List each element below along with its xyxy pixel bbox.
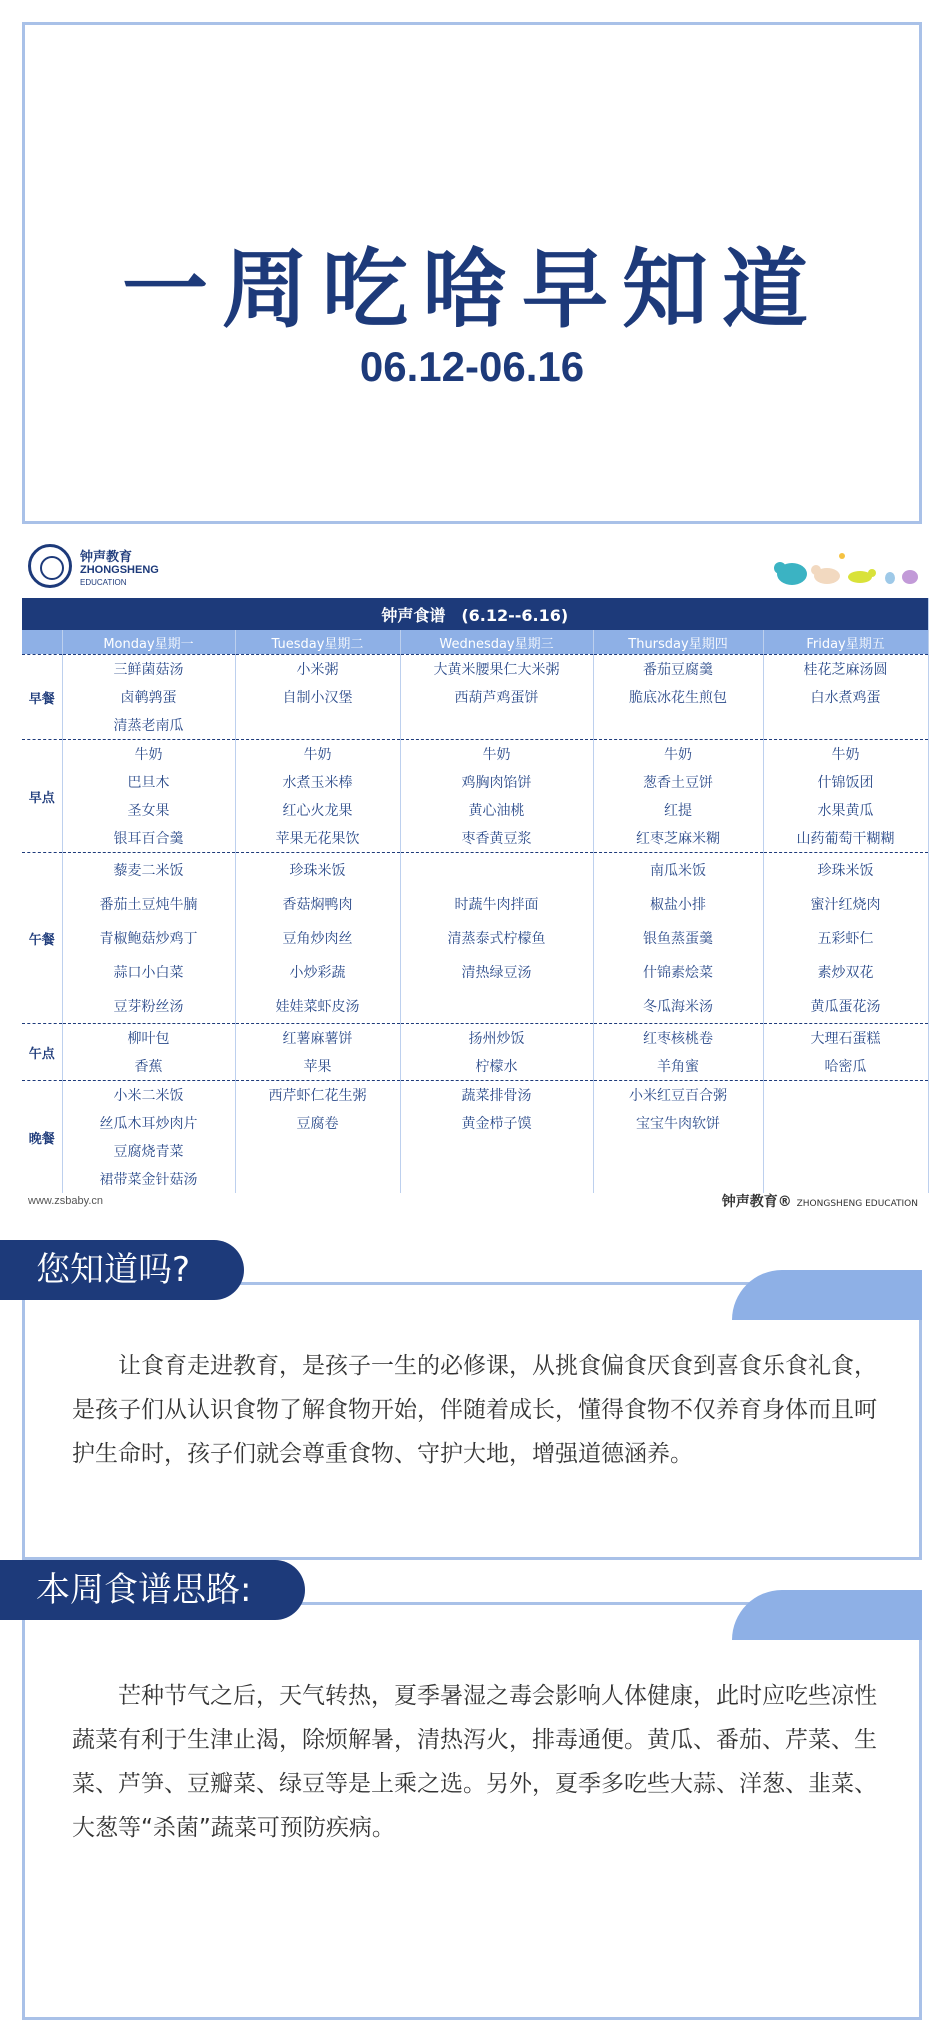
animal-decoration-icon	[772, 548, 922, 588]
menu-idea-heading: 本周食谱思路:	[0, 1560, 305, 1620]
menu-row	[22, 921, 928, 955]
footer-brand	[722, 1191, 918, 1211]
menu-cell: 白水煮鸡蛋	[763, 683, 928, 711]
menu-cell: 苹果无花果饮	[235, 824, 400, 853]
menu-cell: 豆腐烧青菜	[62, 1137, 235, 1165]
menu-cell: 娃娃菜虾皮汤	[235, 989, 400, 1024]
menu-cell: 黄金栉子馍	[400, 1109, 593, 1137]
menu-idea-text: 芒种节气之后，天气转热，夏季暑湿之毒会影响人体健康，此时应吃些凉性蔬菜有利于生津止渴，除烦解暑，清热泻火，排毒通便。黄瓜、番茄、芹菜、生菜、芦笋、豆瓣菜、绿豆等是上乘之选。另外，夏季多吃些大蒜、洋葱、韭菜、大葱等“杀菌”蔬菜可预防疾病。	[72, 1683, 877, 1841]
menu-row	[22, 1024, 928, 1053]
menu-cell: 银耳百合羹	[62, 824, 235, 853]
menu-row	[22, 740, 928, 769]
menu-cell	[763, 1137, 928, 1165]
menu-cell: 珍珠米饭	[235, 853, 400, 888]
menu-cell: 桂花芝麻汤圆	[763, 655, 928, 684]
menu-cell: 豆芽粉丝汤	[62, 989, 235, 1024]
menu-cell: 扬州炒饭	[400, 1024, 593, 1053]
footer-brand-en: ZHONGSHENG EDUCATION	[796, 1199, 918, 1209]
menu-cell: 清蒸泰式柠檬鱼	[400, 921, 593, 955]
menu-row	[22, 655, 928, 684]
menu-table-title: 钟声食谱 (6.12--6.16)	[22, 598, 928, 630]
menu-cell: 哈密瓜	[763, 1052, 928, 1081]
menu-row	[22, 796, 928, 824]
meal-label: 早餐	[22, 655, 62, 740]
menu-cell: 南瓜米饭	[593, 853, 763, 888]
menu-cell	[763, 1165, 928, 1193]
menu-cell: 清蒸老南瓜	[62, 711, 235, 740]
menu-cell	[400, 711, 593, 740]
menu-row	[22, 1081, 928, 1110]
menu-cell: 脆底冰花生煎包	[593, 683, 763, 711]
menu-cell: 珍珠米饭	[763, 853, 928, 888]
day-header-empty	[22, 630, 62, 655]
day-header: Wednesday星期三	[400, 630, 593, 655]
decorative-curve	[732, 1270, 922, 1320]
menu-cell: 蒜口小白菜	[62, 955, 235, 989]
menu-cell: 苹果	[235, 1052, 400, 1081]
menu-cell: 香菇焖鸭肉	[235, 887, 400, 921]
menu-row	[22, 1109, 928, 1137]
menu-cell	[400, 989, 593, 1024]
menu-cell: 红枣核桃卷	[593, 1024, 763, 1053]
menu-cell: 裙带菜金针菇汤	[62, 1165, 235, 1193]
brand-name-en: ZHONGSHENG	[80, 564, 159, 576]
menu-cell: 山药葡萄干糊糊	[763, 824, 928, 853]
menu-cell: 冬瓜海米汤	[593, 989, 763, 1024]
menu-cell: 什锦素烩菜	[593, 955, 763, 989]
menu-cell	[593, 711, 763, 740]
menu-table	[22, 598, 929, 1193]
menu-cell: 柳叶包	[62, 1024, 235, 1053]
menu-cell: 水果黄瓜	[763, 796, 928, 824]
menu-cell: 鸡胸肉馅饼	[400, 768, 593, 796]
menu-cell: 番茄土豆炖牛腩	[62, 887, 235, 921]
day-header: Tuesday星期二	[235, 630, 400, 655]
menu-cell: 西葫芦鸡蛋饼	[400, 683, 593, 711]
menu-cell: 椒盐小排	[593, 887, 763, 921]
did-you-know-heading: 您知道吗?	[0, 1240, 244, 1300]
menu-cell: 五彩虾仁	[763, 921, 928, 955]
menu-cell: 小米粥	[235, 655, 400, 684]
menu-row	[22, 683, 928, 711]
menu-row	[22, 989, 928, 1024]
menu-cell: 清热绿豆汤	[400, 955, 593, 989]
menu-cell: 葱香土豆饼	[593, 768, 763, 796]
meal-label: 午点	[22, 1024, 62, 1081]
brand-name-cn: 钟声教育	[80, 550, 133, 565]
menu-row	[22, 824, 928, 853]
did-you-know-text: 让食育走进教育，是孩子一生的必修课，从挑食偏食厌食到喜食乐食礼食，是孩子们从认识食物了解食物开始，伴随着成长，懂得食物不仅养育身体而且呵护生命时，孩子们就会尊重食物、守护大地，增强道德涵养。	[72, 1353, 877, 1467]
menu-cell: 卤鹌鹑蛋	[62, 683, 235, 711]
menu-cell: 香蕉	[62, 1052, 235, 1081]
menu-row	[22, 1137, 928, 1165]
menu-cell: 大黄米腰果仁大米粥	[400, 655, 593, 684]
menu-cell: 牛奶	[763, 740, 928, 769]
menu-cell: 时蔬牛肉拌面	[400, 887, 593, 921]
menu-cell	[400, 1137, 593, 1165]
menu-cell: 圣女果	[62, 796, 235, 824]
brand-name-en2: EDUCATION	[80, 578, 127, 587]
day-header-row	[22, 630, 928, 655]
menu-cell	[763, 1081, 928, 1110]
meal-label: 早点	[22, 740, 62, 853]
menu-section	[22, 536, 928, 1222]
menu-cell: 自制小汉堡	[235, 683, 400, 711]
menu-cell: 蜜汁红烧肉	[763, 887, 928, 921]
menu-cell: 丝瓜木耳炒肉片	[62, 1109, 235, 1137]
menu-cell: 藜麦二米饭	[62, 853, 235, 888]
menu-cell: 什锦饭团	[763, 768, 928, 796]
menu-cell: 青椒鲍菇炒鸡丁	[62, 921, 235, 955]
footer-brand-cn: 钟声教育®	[721, 1194, 792, 1210]
menu-cell: 水煮玉米棒	[235, 768, 400, 796]
footer-url: www.zsbaby.cn	[28, 1195, 103, 1207]
menu-cell: 柠檬水	[400, 1052, 593, 1081]
menu-cell	[593, 1165, 763, 1193]
menu-cell: 小炒彩蔬	[235, 955, 400, 989]
menu-cell: 素炒双花	[763, 955, 928, 989]
day-header: Thursday星期四	[593, 630, 763, 655]
menu-cell	[235, 1137, 400, 1165]
menu-cell: 枣香黄豆浆	[400, 824, 593, 853]
day-header: Friday星期五	[763, 630, 928, 655]
menu-cell: 豆腐卷	[235, 1109, 400, 1137]
did-you-know-section	[22, 1240, 922, 1560]
page-title: 一周吃啥早知道	[122, 240, 822, 340]
meal-label: 午餐	[22, 853, 62, 1024]
menu-cell: 羊角蜜	[593, 1052, 763, 1081]
menu-cell: 蔬菜排骨汤	[400, 1081, 593, 1110]
menu-cell: 三鲜菌菇汤	[62, 655, 235, 684]
menu-row	[22, 887, 928, 921]
menu-cell: 黄心油桃	[400, 796, 593, 824]
menu-row	[22, 1052, 928, 1081]
menu-idea-section	[22, 1560, 922, 1980]
menu-cell: 小米红豆百合粥	[593, 1081, 763, 1110]
menu-cell: 牛奶	[400, 740, 593, 769]
meal-label: 晚餐	[22, 1081, 62, 1194]
date-range: 06.12-06.16	[359, 343, 585, 390]
menu-cell: 红提	[593, 796, 763, 824]
menu-cell: 牛奶	[593, 740, 763, 769]
menu-row	[22, 768, 928, 796]
menu-cell	[593, 1137, 763, 1165]
menu-row	[22, 955, 928, 989]
menu-cell: 豆角炒肉丝	[235, 921, 400, 955]
menu-cell	[400, 1165, 593, 1193]
menu-row	[22, 853, 928, 888]
menu-cell	[235, 711, 400, 740]
menu-cell: 大理石蛋糕	[763, 1024, 928, 1053]
menu-cell: 牛奶	[235, 740, 400, 769]
menu-cell: 小米二米饭	[62, 1081, 235, 1110]
menu-cell: 西芹虾仁花生粥	[235, 1081, 400, 1110]
menu-cell: 红心火龙果	[235, 796, 400, 824]
menu-cell	[235, 1165, 400, 1193]
menu-cell: 红薯麻薯饼	[235, 1024, 400, 1053]
menu-row	[22, 1165, 928, 1193]
menu-cell: 牛奶	[62, 740, 235, 769]
menu-cell: 巴旦木	[62, 768, 235, 796]
menu-cell: 黄瓜蛋花汤	[763, 989, 928, 1024]
menu-cell: 红枣芝麻米糊	[593, 824, 763, 853]
menu-cell: 番茄豆腐羹	[593, 655, 763, 684]
brand-logo-icon	[28, 544, 72, 588]
decorative-curve	[732, 1590, 922, 1640]
menu-cell	[763, 1109, 928, 1137]
day-header: Monday星期一	[62, 630, 235, 655]
menu-cell: 宝宝牛肉软饼	[593, 1109, 763, 1137]
menu-cell	[400, 853, 593, 888]
menu-cell: 银鱼蒸蛋羹	[593, 921, 763, 955]
title-card	[22, 22, 922, 524]
menu-cell	[763, 711, 928, 740]
menu-row	[22, 711, 928, 740]
